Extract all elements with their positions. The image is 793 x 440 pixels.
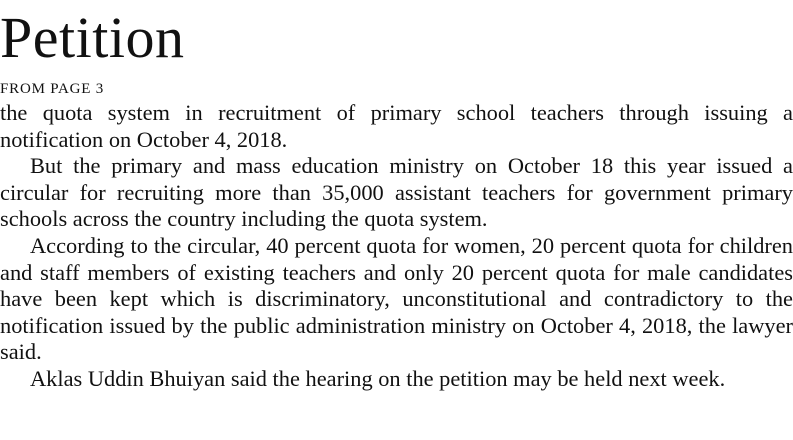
headline: Petition — [0, 5, 185, 70]
continued-from-label: FROM PAGE 3 — [0, 81, 105, 97]
paragraph-continuation: the quota system in recruitment of primary school teachers through issuing a notification on October 4, 2018. — [0, 100, 793, 152]
paragraph-quota-details: According to the circular, 40 percent quota for women, 20 percent quota for children and staff members of existing teachers and only 20 percent quota for male candidates have been kept which is discriminatory, unconstitutional and contradictory to the notification issued by the public administration ministry on October 4, 2018, the lawyer said. — [0, 232, 793, 365]
article-body — [0, 100, 793, 393]
paragraph-hearing: Aklas Uddin Bhuiyan said the hearing on the petition may be held next week. — [30, 365, 726, 391]
paragraph-circular: But the primary and mass education ministry on October 18 this year issued a circular for recruiting more than 35,000 assistant teachers for government primary schools across the country including the quota system. — [0, 153, 793, 232]
